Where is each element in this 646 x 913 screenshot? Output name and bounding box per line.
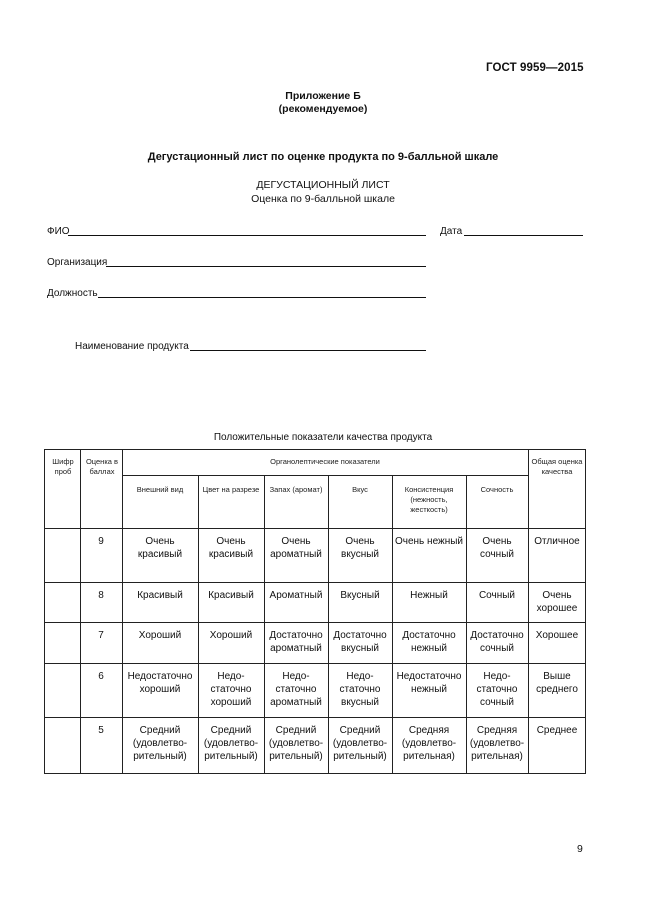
row-cell: Вкусный [340, 590, 380, 601]
table-divider [44, 622, 586, 623]
row-cell: Недостаточно нежный [396, 671, 462, 696]
table-caption: Положительные показатели качества продукта [213, 432, 433, 443]
sheet-heading: ДЕГУСТАЦИОННЫЙ ЛИСТ [256, 179, 390, 191]
page-number: 9 [577, 843, 583, 855]
row-cell: Очень сочный [480, 536, 514, 561]
row-cell: Недо- статочно вкусный [339, 671, 381, 709]
row-cell: Недо- статочно сочный [476, 671, 518, 709]
row-overall: Среднее [536, 725, 578, 736]
row-cell: Достаточно нежный [402, 630, 456, 655]
row-cell: Средний (удовлетво- рительный) [132, 725, 188, 763]
row-cell: Хороший [209, 630, 253, 641]
row-overall: Выше среднего [536, 671, 578, 696]
header-consistency: Консистенция (нежность, жесткость) [404, 485, 454, 515]
row-cell: Очень красивый [137, 536, 183, 561]
table-divider [122, 475, 528, 476]
document-title: Дегустационный лист по оценке продукта по 9-балльной шкале [147, 151, 499, 163]
row-cell: Очень красивый [208, 536, 254, 561]
position-label: Должность [47, 288, 98, 299]
position-field[interactable] [98, 297, 426, 298]
row-cell: Ароматный [269, 590, 323, 601]
fio-label: ФИО [47, 226, 70, 237]
row-cell: Достаточно сочный [470, 630, 524, 655]
row-score: 9 [98, 536, 104, 547]
row-cell: Недо- статочно хороший [210, 671, 252, 709]
row-overall: Очень хорошее [536, 590, 578, 615]
header-score: Оценка в баллах [85, 457, 119, 477]
row-cell: Красивый [137, 590, 183, 601]
row-overall: Отличное [534, 536, 580, 547]
header-juiciness: Сочность [480, 485, 514, 494]
table-divider [44, 663, 586, 664]
organization-field[interactable] [106, 266, 426, 267]
table-border-right [585, 449, 586, 774]
table-divider [328, 475, 329, 774]
tasting-table [44, 449, 586, 774]
table-divider [264, 475, 265, 774]
header-code: Шифр проб [52, 457, 74, 477]
row-cell: Недостаточно хороший [127, 671, 193, 696]
row-cell: Очень ароматный [270, 536, 322, 561]
table-divider [198, 475, 199, 774]
table-divider [122, 449, 123, 774]
row-cell: Средний (удовлетво- рительный) [268, 725, 324, 763]
organization-label: Организация [47, 257, 108, 268]
table-divider [44, 582, 586, 583]
date-label: Дата [440, 226, 463, 237]
header-taste: Вкус [352, 485, 368, 494]
table-divider [44, 528, 586, 529]
row-cell: Хороший [138, 630, 182, 641]
row-cell: Средний (удовлетво- рительный) [332, 725, 388, 763]
row-cell: Средняя (удовлетво- рительная) [469, 725, 525, 763]
row-cell: Красивый [208, 590, 254, 601]
date-field[interactable] [464, 235, 583, 236]
header-aroma: Запах (аромат) [269, 485, 323, 494]
fio-field[interactable] [68, 235, 426, 236]
row-cell: Недо- статочно ароматный [270, 671, 322, 709]
header-color: Цвет на разрезе [202, 485, 260, 494]
row-cell: Очень нежный [394, 536, 464, 547]
row-cell: Достаточно вкусный [333, 630, 387, 655]
row-overall: Хорошее [535, 630, 579, 641]
table-border-bottom [44, 773, 586, 774]
row-cell: Средняя (удовлетво- рительная) [401, 725, 457, 763]
header-overall: Общая оценка качества [531, 457, 583, 477]
row-cell: Средний (удовлетво- рительный) [203, 725, 259, 763]
row-score: 5 [98, 725, 104, 736]
table-divider [44, 717, 586, 718]
appendix-note: (рекомендуемое) [278, 103, 368, 115]
product-label: Наименование продукта [75, 341, 189, 352]
row-score: 6 [98, 671, 104, 682]
product-field[interactable] [190, 350, 426, 351]
row-cell: Нежный [410, 590, 448, 601]
table-border-top [44, 449, 586, 450]
row-cell: Очень вкусный [341, 536, 379, 561]
row-cell: Достаточно ароматный [269, 630, 323, 655]
appendix-title: Приложение Б [285, 90, 361, 102]
table-divider [466, 475, 467, 774]
table-border-left [44, 449, 45, 774]
header-appearance: Внешний вид [136, 485, 184, 494]
table-divider [528, 449, 529, 774]
row-score: 7 [98, 630, 104, 641]
header-organoleptic: Органолептические показатели [270, 457, 380, 466]
row-score: 8 [98, 590, 104, 601]
table-divider [392, 475, 393, 774]
row-cell: Сочный [478, 590, 516, 601]
standard-number: ГОСТ 9959—2015 [486, 62, 584, 74]
sheet-subheading: Оценка по 9-балльной шкале [251, 193, 395, 205]
